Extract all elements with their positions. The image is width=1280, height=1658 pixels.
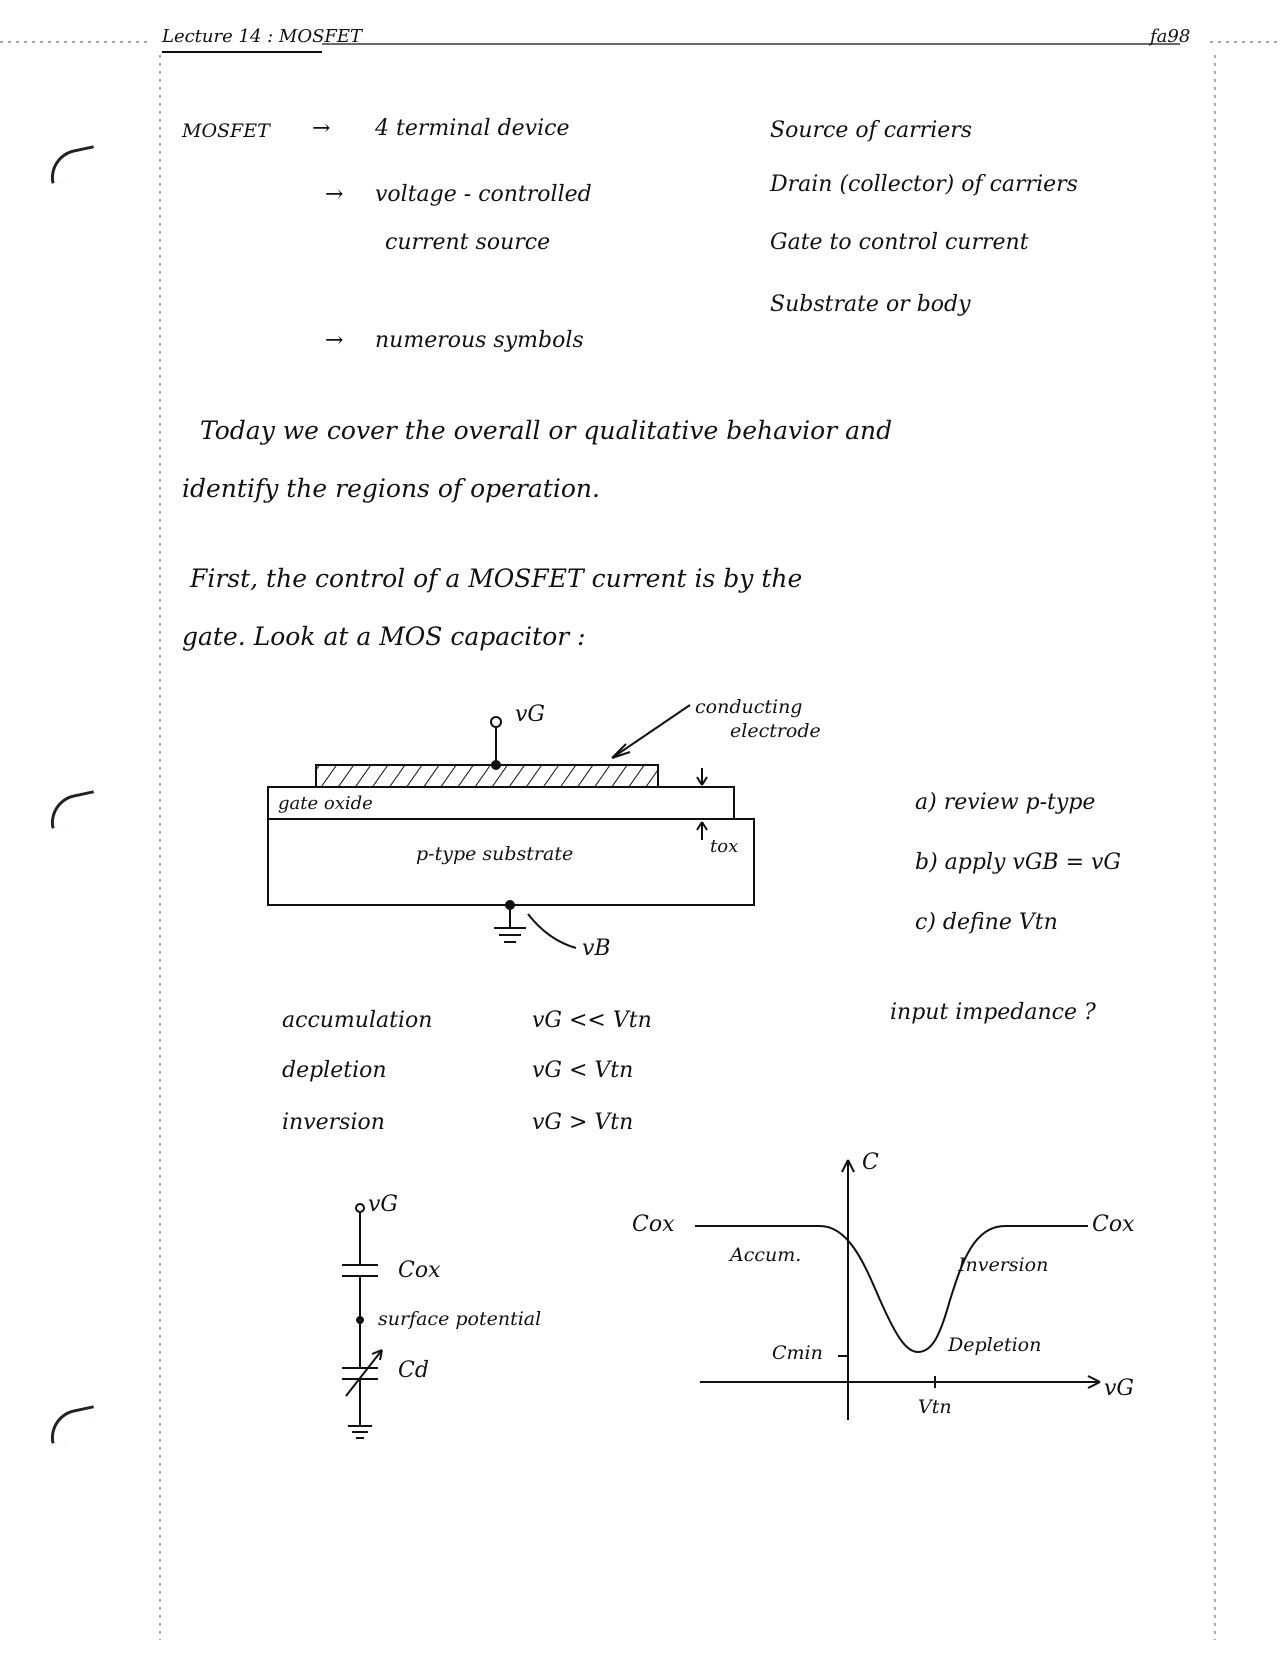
equivalent-circuit: [342, 1204, 382, 1438]
cv-c-axis-label: C: [862, 1150, 879, 1175]
region-inversion: inversion: [282, 1110, 385, 1135]
arrow-3: →: [325, 328, 344, 353]
lecture-title: Lecture 14 : MOSFET: [162, 26, 363, 47]
circuit-vg-label: vG: [368, 1192, 399, 1217]
vg-gate-label: vG: [515, 702, 546, 727]
cv-inversion-label: Inversion: [958, 1254, 1049, 1276]
arrow-2: →: [325, 182, 344, 207]
cv-vg-axis-label: vG: [1104, 1376, 1135, 1401]
substrate-label: p-type substrate: [416, 843, 574, 865]
tox-label: tox: [710, 836, 739, 857]
vb-label: vB: [582, 936, 611, 961]
arrow-1: →: [312, 116, 331, 141]
paragraph-2-line-1: First, the control of a MOSFET current is by the: [190, 564, 803, 593]
cv-cmin-label: Cmin: [772, 1342, 823, 1364]
mosfet-label: MOSFET: [182, 120, 270, 142]
cv-cox-right-label: Cox: [1092, 1212, 1135, 1237]
cv-cox-left-label: Cox: [632, 1212, 675, 1237]
gate-oxide-label: gate oxide: [278, 793, 373, 814]
paragraph-1-line-1: Today we cover the overall or qualitative behavior and: [200, 416, 893, 445]
gate-electrode: [316, 765, 658, 787]
surface-potential-label: surface potential: [378, 1308, 542, 1330]
bullet-voltage-controlled: voltage - controlled: [375, 182, 592, 207]
terminal-source: Source of carriers: [770, 118, 973, 143]
term-label: fa98: [1150, 26, 1191, 47]
region-accumulation: accumulation: [282, 1008, 433, 1033]
cv-plot: [695, 1160, 1100, 1420]
cv-accum-label: Accum.: [730, 1244, 802, 1266]
bullet-current-source: current source: [385, 230, 551, 255]
region-accumulation-cond: vG << Vtn: [532, 1008, 652, 1033]
mos-capacitor-diagram: [268, 702, 754, 948]
electrode-label: electrode: [730, 720, 821, 742]
region-inversion-cond: vG > Vtn: [532, 1110, 634, 1135]
terminal-substrate: Substrate or body: [770, 292, 971, 317]
cv-vtn-label: Vtn: [918, 1396, 952, 1418]
input-impedance: input impedance ?: [890, 1000, 1096, 1025]
circuit-cox-label: Cox: [398, 1258, 441, 1283]
paragraph-2-line-2: gate. Look at a MOS capacitor :: [182, 622, 586, 651]
region-depletion: depletion: [282, 1058, 387, 1083]
bullet-numerous-symbols: numerous symbols: [375, 328, 584, 353]
terminal-gate: Gate to control current: [770, 230, 1029, 255]
conducting-label: conducting: [695, 696, 803, 718]
terminal-drain: Drain (collector) of carriers: [770, 172, 1078, 197]
step-b: b) apply vGB = vG: [915, 850, 1121, 875]
circuit-cd-label: Cd: [398, 1358, 429, 1383]
paragraph-1-line-2: identify the regions of operation.: [182, 474, 600, 503]
step-a: a) review p-type: [915, 790, 1096, 815]
bullet-4-terminal: 4 terminal device: [375, 116, 570, 141]
cv-depletion-label: Depletion: [948, 1334, 1042, 1356]
step-c: c) define Vtn: [915, 910, 1058, 935]
region-depletion-cond: vG < Vtn: [532, 1058, 634, 1083]
